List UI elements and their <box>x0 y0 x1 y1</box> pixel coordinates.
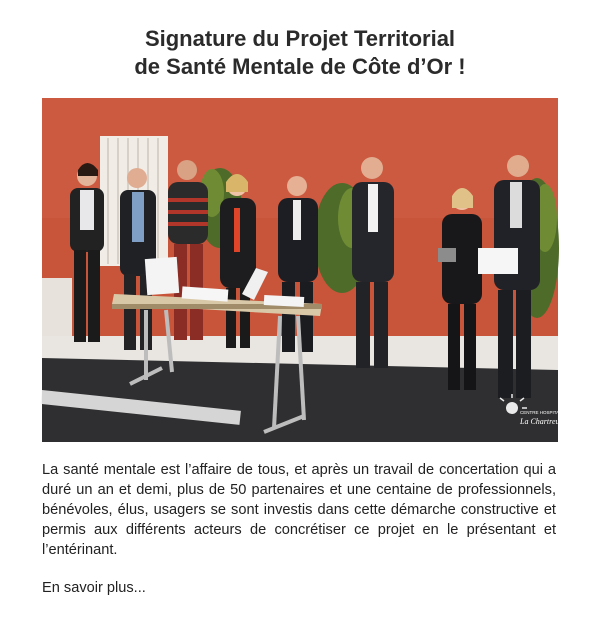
title-line-1: Signature du Projet Territorial <box>144 25 456 51</box>
svg-text:La Chartreuse: La Chartreuse <box>520 417 567 426</box>
signing-ceremony-photo <box>42 98 570 442</box>
article-title <box>0 25 600 81</box>
title-line-2: de Santé Mentale de Côte d’Or ! <box>134 53 466 79</box>
svg-text:CENTRE HOSPITALIER: CENTRE HOSPITALIER <box>520 410 570 415</box>
article-photo <box>42 98 570 442</box>
article-paragraph: La santé mentale est l’affaire de tous, et après un travail de concertation qui a duré un an et demi, plus de 50 partenaires et une centaine de professionnels, bénévoles, élus, usagers se sont investis dans cette démarche constructive et permis aux différents acteurs de concrétiser ce projet en le présentant et l’entérinant. <box>42 462 556 558</box>
read-more-link[interactable]: En savoir plus... <box>42 580 146 596</box>
